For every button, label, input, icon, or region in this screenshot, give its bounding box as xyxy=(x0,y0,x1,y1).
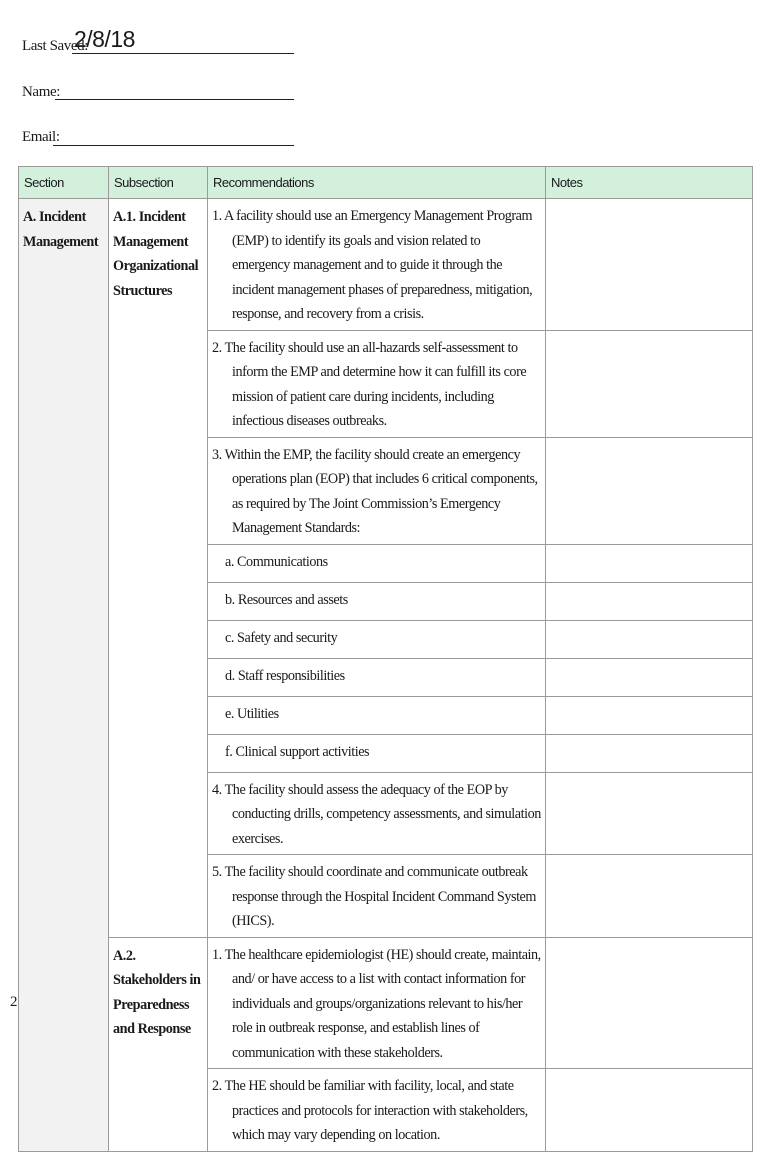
recommendation-cell: e. Utilities xyxy=(208,696,546,734)
notes-cell[interactable] xyxy=(546,330,753,437)
subsection-cell: A.1. Incident Management Organizational Structures xyxy=(109,199,208,938)
last-saved-label: Last Saved: xyxy=(22,38,89,54)
notes-cell[interactable] xyxy=(546,437,753,544)
last-saved-value[interactable]: 2/8/18 xyxy=(74,26,135,52)
recommendation-cell: d. Staff responsibilities xyxy=(208,658,546,696)
notes-cell[interactable] xyxy=(546,696,753,734)
recommendation-cell: 1. A facility should use an Emergency Management Program (EMP) to identify its goals and vision related to emergency management and to guide it through the incident management phases of preparedness, mitigation, response, and recovery from a crisis. xyxy=(208,199,546,331)
recommendation-cell: b. Resources and assets xyxy=(208,582,546,620)
notes-cell[interactable] xyxy=(546,544,753,582)
column-header-subsection: Subsection xyxy=(109,167,208,199)
recommendation-cell: f. Clinical support activities xyxy=(208,734,546,772)
name-label: Name: xyxy=(22,84,60,100)
notes-cell[interactable] xyxy=(546,937,753,1069)
recommendation-cell: c. Safety and security xyxy=(208,620,546,658)
table-header-row xyxy=(19,167,753,199)
email-field[interactable] xyxy=(53,145,294,146)
recommendation-cell: 5. The facility should coordinate and communicate outbreak response through the Hospital Incident Command System (HICS). xyxy=(208,855,546,938)
column-header-recommendations: Recommendations xyxy=(208,167,546,199)
table-row xyxy=(19,199,753,331)
table-row xyxy=(19,937,753,1069)
notes-cell[interactable] xyxy=(546,658,753,696)
notes-cell[interactable] xyxy=(546,855,753,938)
recommendation-cell: a. Communications xyxy=(208,544,546,582)
notes-cell[interactable] xyxy=(546,620,753,658)
notes-cell[interactable] xyxy=(546,199,753,331)
checklist-table xyxy=(18,166,753,1152)
email-label: Email: xyxy=(22,129,60,145)
recommendation-cell: 4. The facility should assess the adequacy of the EOP by conducting drills, competency assessments, and simulation exercises. xyxy=(208,772,546,855)
subsection-cell: A.2. Stakeholders in Preparedness and Response xyxy=(109,937,208,1151)
name-field[interactable] xyxy=(55,99,294,100)
recommendation-cell: 2. The HE should be familiar with facility, local, and state practices and protocols for interaction with stakeholders, which may vary depending on location. xyxy=(208,1069,546,1152)
recommendation-cell: 3. Within the EMP, the facility should create an emergency operations plan (EOP) that includes 6 critical components, as required by The Joint Commission’s Emergency Management Standards: xyxy=(208,437,546,544)
notes-cell[interactable] xyxy=(546,772,753,855)
notes-cell[interactable] xyxy=(546,1069,753,1152)
column-header-notes: Notes xyxy=(546,167,753,199)
last-saved-line xyxy=(72,53,294,54)
column-header-section: Section xyxy=(19,167,109,199)
section-cell: A. Incident Management xyxy=(19,199,109,1152)
recommendation-cell: 2. The facility should use an all-hazards self-assessment to inform the EMP and determine how it can fulfill its core mission of patient care during incidents, including infectious diseases outbreaks. xyxy=(208,330,546,437)
notes-cell[interactable] xyxy=(546,582,753,620)
page-number: 2 xyxy=(10,994,18,1010)
recommendation-cell: 1. The healthcare epidemiologist (HE) should create, maintain, and/ or have access to a list with contact information for individuals and groups/organizations relevant to his/her role in outbreak response, and establish lines of communication with these stakeholders. xyxy=(208,937,546,1069)
notes-cell[interactable] xyxy=(546,734,753,772)
